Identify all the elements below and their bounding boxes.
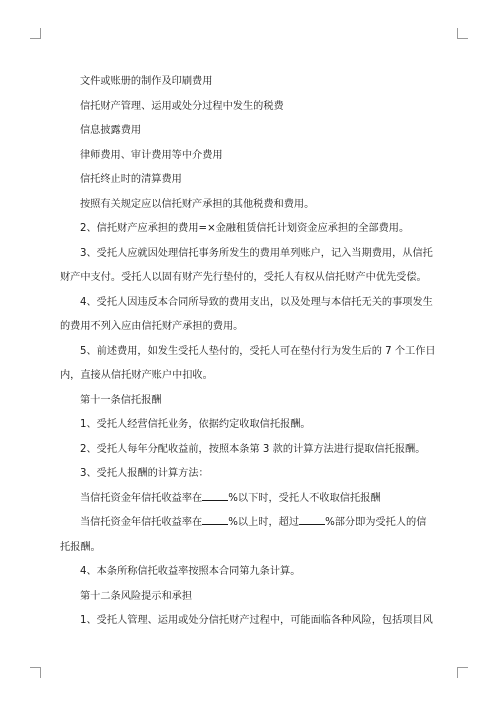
clause-text: %部分即为受托人的信托报酬。	[60, 517, 427, 553]
paragraph: 2、受托人每年分配收益前，按照本条第 3 款的计算方法进行提取信托报酬。	[80, 443, 426, 455]
blank-field	[202, 515, 228, 525]
paragraph: 1、受托人管理、运用或处分信托财产过程中，可能面临各种风险，包括项目风	[80, 615, 433, 626]
paragraph: 文件或账册的制作及印刷费用	[80, 76, 213, 87]
paragraph: 3、受托人报酬的计算方法：	[80, 468, 209, 479]
paragraph: 信托终止时的清算费用	[80, 174, 182, 185]
paragraph: 2、信托财产应承担的费用=×金融租赁信托计划资金应承担的全部费用。	[80, 223, 410, 234]
section-heading: 第十二条风险提示和承担	[80, 590, 193, 602]
blank-field	[299, 515, 325, 525]
clause-text: %以下时，受托人不收取信托报酬	[228, 492, 381, 504]
crop-mark-top-left	[30, 28, 41, 39]
paragraph: 信托财产管理、运用或处分过程中发生的税费	[80, 100, 284, 112]
clause-text: 当信托资金年信托收益率在	[80, 517, 203, 528]
paragraph: 1、受托人经营信托业务，依据约定收取信托报酬。	[80, 419, 311, 430]
clause-text: 当信托资金年信托收益率在	[80, 492, 203, 504]
clause-text: %以上时，超过	[228, 517, 300, 528]
document-body	[60, 70, 436, 634]
blank-field	[202, 491, 228, 501]
section-heading: 第十一条信托报酬	[80, 394, 162, 406]
paragraph: 3、受托人应就因处理信托事务所发生的费用单列账户，记入当期费用，从信托财产中支付。受托人以固有财产先行垫付的，受托人有权从信托财产中优先受偿。	[60, 247, 433, 283]
fee-clause-line-1	[60, 487, 436, 512]
crop-mark-top-right	[457, 28, 468, 39]
fee-clause-line-2	[60, 511, 436, 560]
paragraph: 信息披露费用	[80, 125, 142, 136]
crop-mark-bottom-left	[30, 667, 41, 678]
paragraph: 4、受托人因违反本合同所导致的费用支出，以及处理与本信托无关的事项发生的费用不列入应由信托财产承担的费用。	[60, 296, 433, 332]
paragraph: 5、前述费用，如发生受托人垫付的，受托人可在垫付行为发生后的 7 个工作日内，直接从信托财产账户中扣收。	[60, 345, 436, 381]
paragraph: 按照有关规定应以信托财产承担的其他税费和费用。	[80, 198, 315, 210]
crop-mark-bottom-right	[457, 667, 468, 678]
paragraph: 律师费用、审计费用等中介费用	[80, 149, 223, 161]
paragraph: 4、本条所称信托收益率按照本合同第九条计算。	[80, 566, 301, 577]
